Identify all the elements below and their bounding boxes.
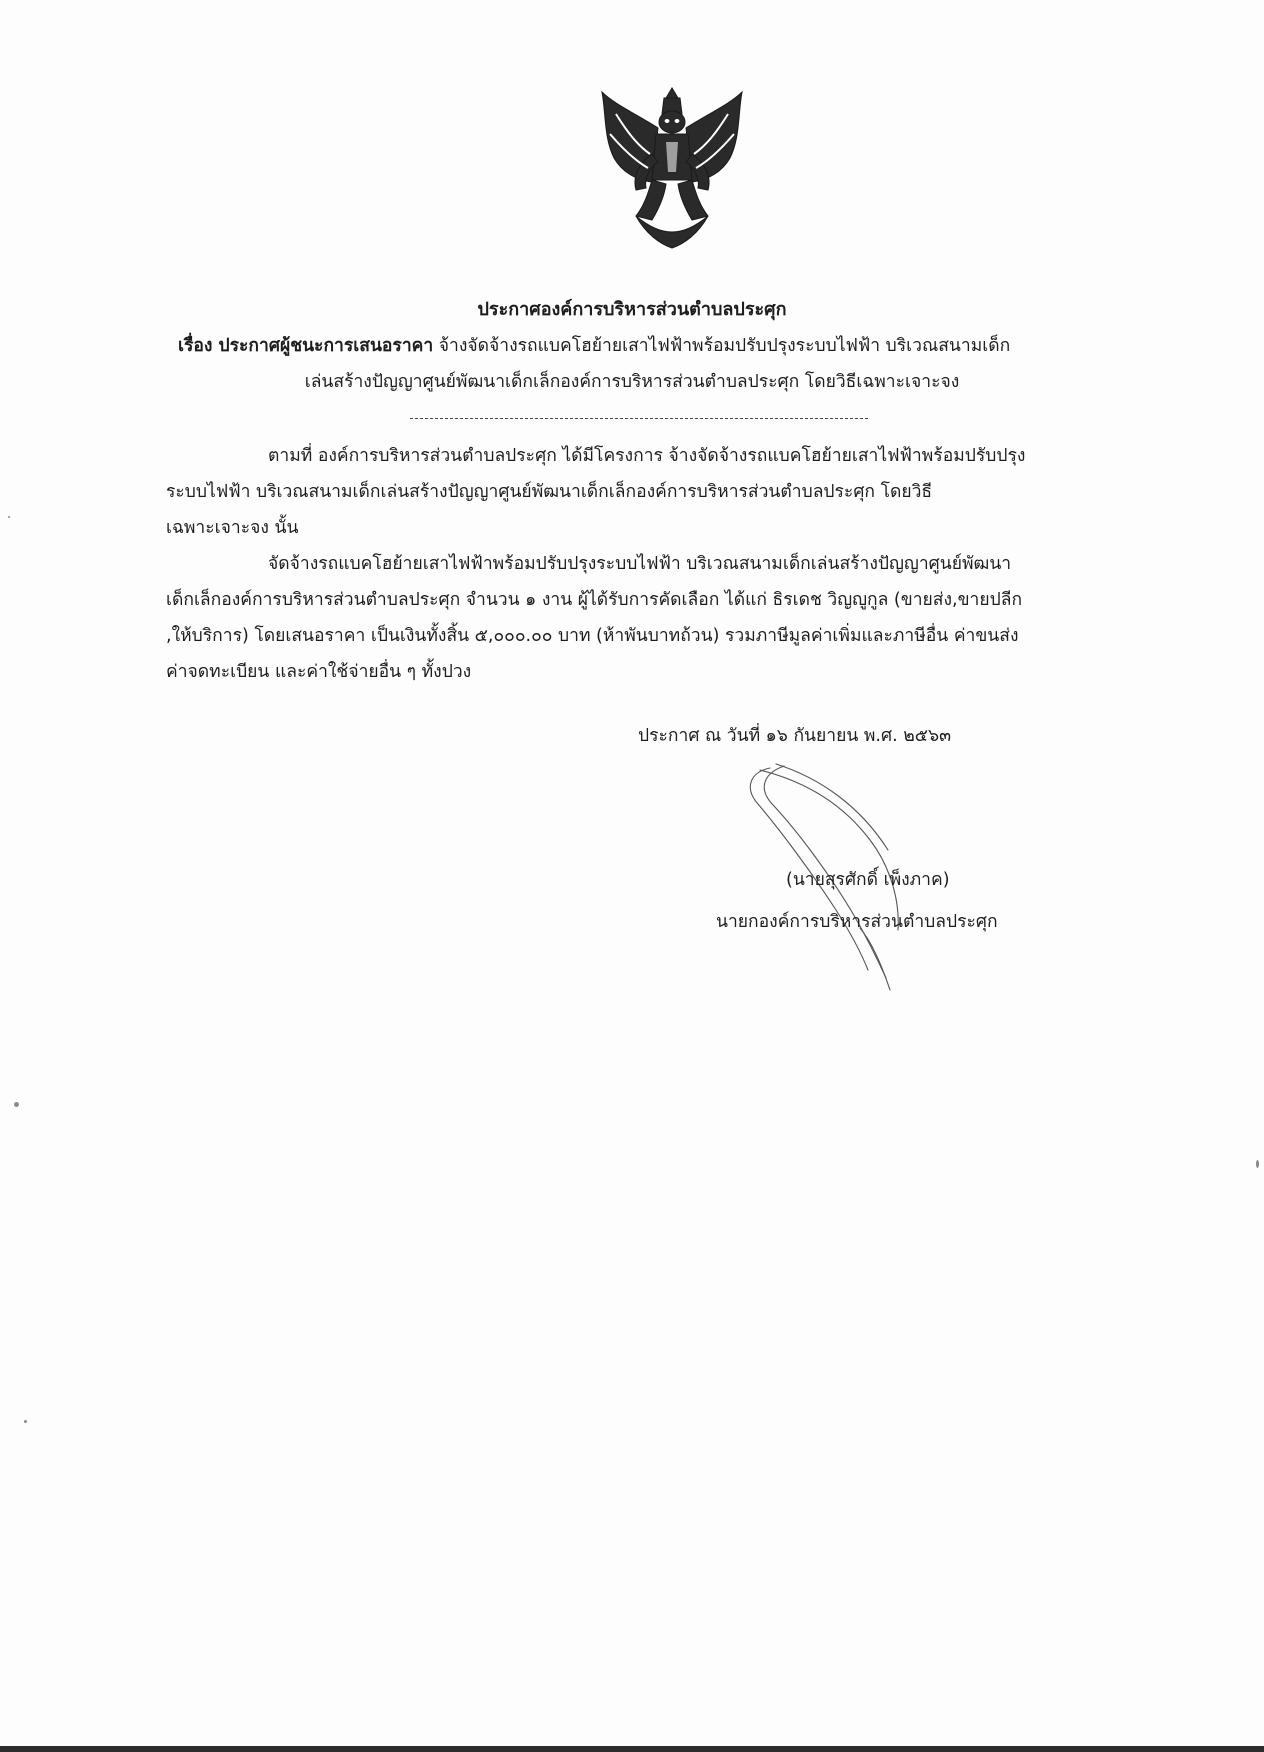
paragraph-2 [166, 546, 1022, 690]
paragraph-2-line-2: เด็กเล็กองค์การบริหารส่วนตำบลประศุก จำนวน ๑ งาน ผู้ได้รับการคัดเลือก ได้แก่ ธิรเดช วิญญูกูล (ขายส่ง,ขายปลีก [166, 590, 1023, 610]
paragraph-2-line-1: จัดจ้างรถแบคโฮย้ายเสาไฟฟ้าพร้อมปรับปรุงระบบไฟฟ้า บริเวณสนามเด็กเล่นสร้างปัญญาศูนย์พัฒนา [268, 554, 1012, 574]
document-title: ประกาศองค์การบริหารส่วนตำบลประศุก [477, 299, 787, 320]
signer-title: นายกองค์การบริหารส่วนตำบลประศุก [716, 912, 998, 932]
scan-speck [24, 1420, 27, 1423]
subject-line-2: เล่นสร้างปัญญาศูนย์พัฒนาเด็กเล็กองค์การบริหารส่วนตำบลประศุก โดยวิธีเฉพาะเจาะจง [304, 372, 960, 392]
paragraph-1-line-1: ตามที่ องค์การบริหารส่วนตำบลประศุก ได้มีโครงการ จ้างจัดจ้างรถแบคโฮย้ายเสาไฟฟ้าพร้อมปรับปรุง [268, 446, 1026, 466]
paragraph-1-line-3: เฉพาะเจาะจง นั้น [166, 518, 299, 538]
paragraph-2-line-4: ค่าจดทะเบียน และค่าใช้จ่ายอื่น ๆ ทั้งปวง [166, 662, 472, 682]
dashed-divider [410, 418, 868, 419]
scan-speck [1256, 1160, 1259, 1168]
signer-name: (นายสุรศักดิ์ เพ็งภาค) [786, 870, 950, 890]
paragraph-1 [166, 438, 1025, 546]
subject-label: เรื่อง ประกาศผู้ชนะการเสนอราคา [178, 336, 434, 356]
paragraph-1-line-2: ระบบไฟฟ้า บริเวณสนามเด็กเล่นสร้างปัญญาศูนย์พัฒนาเด็กเล็กองค์การบริหารส่วนตำบลประศุก โดยวิธี [166, 482, 933, 502]
subject-line-1 [178, 332, 1010, 360]
scan-bottom-edge [0, 1746, 1264, 1752]
subject-text-1: จ้างจัดจ้างรถแบคโฮย้ายเสาไฟฟ้าพร้อมปรับปรุงระบบไฟฟ้า บริเวณสนามเด็ก [438, 336, 1011, 356]
paragraph-2-line-3: ,ให้บริการ) โดยเสนอราคา เป็นเงินทั้งสิ้น ๕,๐๐๐.๐๐ บาท (ห้าพันบาทถ้วน) รวมภาษีมูลค่าเพิ่มและภาษีอื่น ค่าขนส่ง [166, 626, 1019, 646]
scan-speck [14, 1102, 19, 1107]
announce-date: ประกาศ ณ วันที่ ๑๖ กันยายน พ.ศ. ๒๕๖๓ [638, 726, 952, 746]
scan-speck [8, 516, 10, 518]
garuda-emblem-icon [596, 84, 748, 250]
